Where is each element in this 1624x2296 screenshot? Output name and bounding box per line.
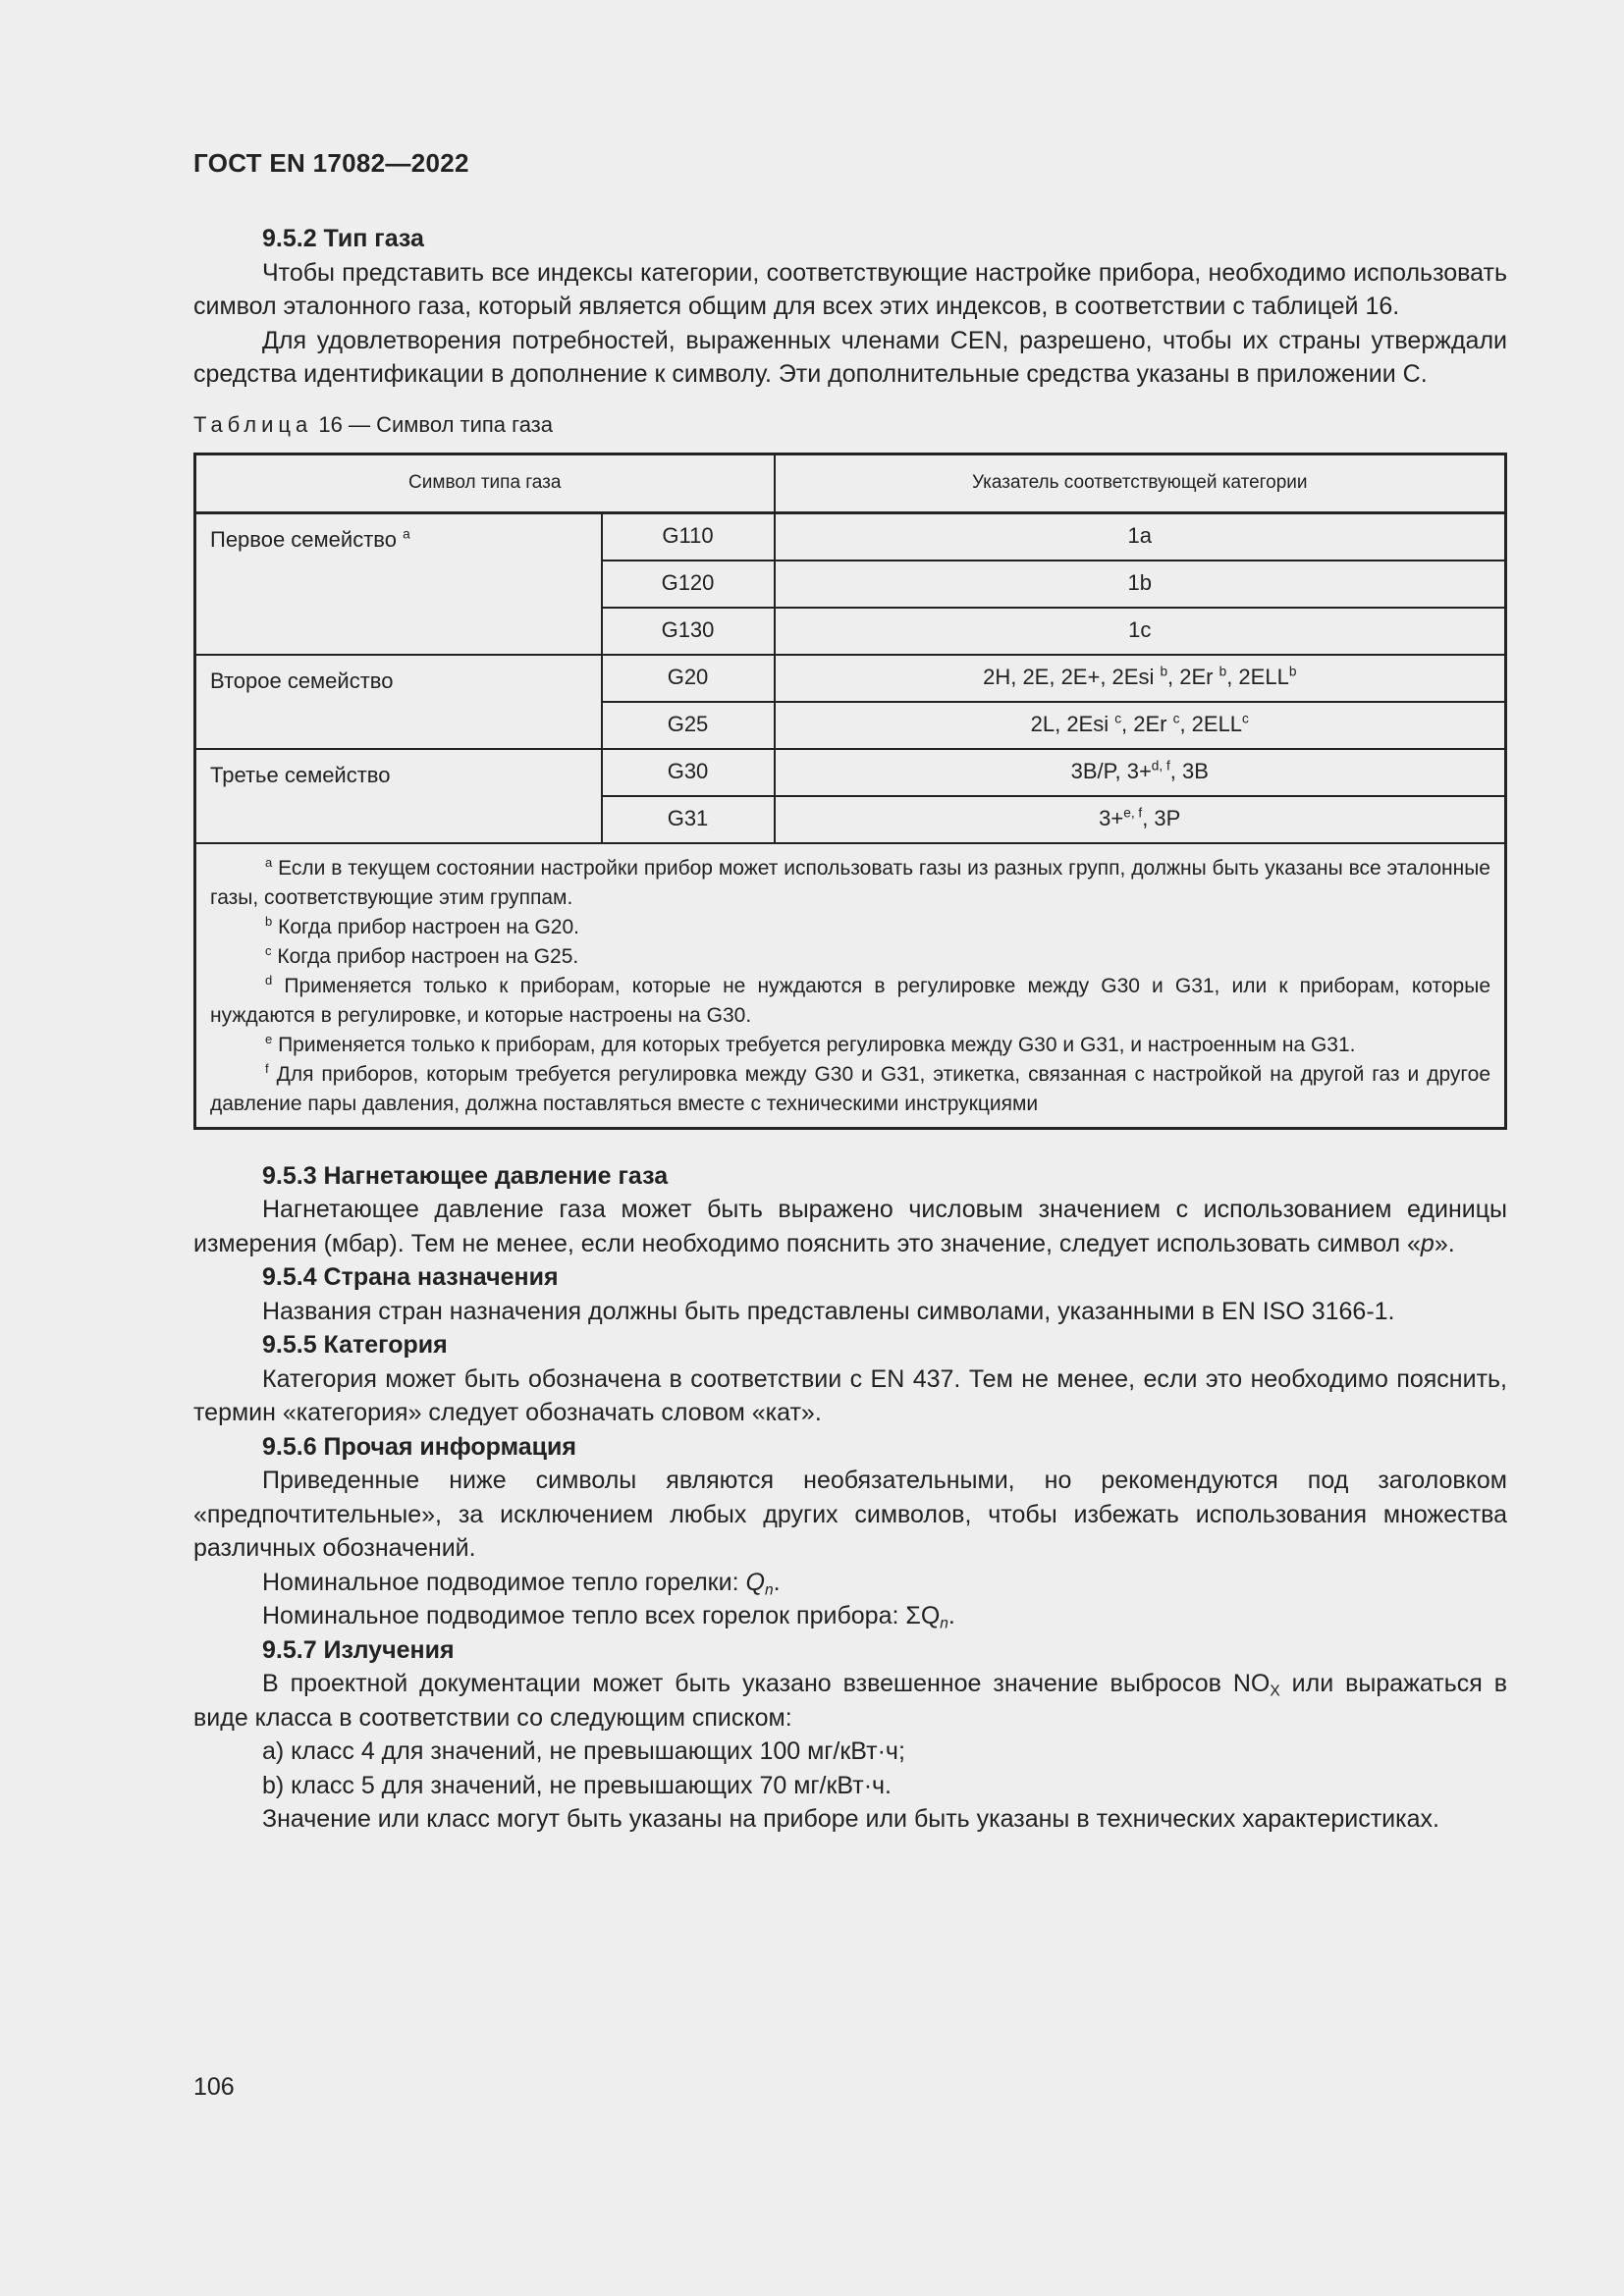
gas-symbol: G25 (602, 702, 775, 749)
category-indicator: 2L, 2Esi $^c$, 2Er $^c$, 2ELL$^c$ (775, 702, 1506, 749)
gas-symbol: G120 (602, 561, 775, 608)
section-heading-9-5-4: 9.5.4 Страна назначения (262, 1263, 559, 1291)
section-heading-9-5-2: 9.5.2 Тип газа (262, 225, 424, 252)
gas-symbol: G130 (602, 608, 775, 655)
paragraph: В проектной документации может быть указано взвешенное значение выбросов $NO_X$ или выражаться в виде класса в соответствии со следующим списком: (193, 1670, 1507, 1732)
gas-symbol: G31 (602, 796, 775, 843)
footnote: $^d$ Применяется только к приборам, которые не нуждаются в регулировке между G30 и G31, или к приборам, которые нуждаются в регулировке, и которые настроены на G30. (210, 972, 1490, 1027)
category-indicator: 2H, 2E, 2E+, 2Esi $^b$, 2Er $^b$, 2ELL$^b$ (775, 655, 1506, 702)
category-indicator: 3B/P, 3+$^{d, f}$, 3B (775, 749, 1506, 796)
header-symbol: Символ типа газа (195, 454, 775, 512)
gas-type-table (193, 453, 1507, 1130)
document-header-title: ГОСТ EN 17082—2022 (193, 148, 469, 178)
footnote: $^f$ Для приборов, которым требуется регулировка между G30 и G31, этикетка, связанная с настройкой на другой газ и другое давление пары давления, должна поставляться вместе с техническими инструкциями (210, 1060, 1490, 1115)
family-first: Первое семейство $^a$ (195, 512, 602, 655)
paragraph: Названия стран назначения должны быть представлены символами, указанными в EN ISO 3166-1. (262, 1297, 1395, 1325)
category-indicator: 1b (775, 561, 1506, 608)
footnote: $^a$ Если в текущем состоянии настройки прибор может использовать газы из разных групп, должны быть указаны все эталонные газы, соответствующие этим группам. (210, 854, 1490, 909)
category-indicator: 1a (775, 512, 1506, 561)
table-caption-text: 16 — Символ типа газа (318, 411, 554, 437)
footnote: $^c$ Когда прибор настроен на G25. (265, 942, 579, 968)
table-row (195, 655, 1506, 702)
header-indicator: Указатель соответствующей категории (775, 454, 1506, 512)
gas-symbol: G110 (602, 512, 775, 561)
gas-symbol: G20 (602, 655, 775, 702)
footnote: $^e$ Применяется только к приборам, для которых требуется регулировка между G30 и G31, и настроенным на G31. (265, 1031, 1356, 1056)
family-second: Второе семейство (195, 655, 602, 749)
paragraph: Значение или класс могут быть указаны на приборе или быть указаны в технических характеристиках. (262, 1805, 1439, 1833)
table-caption (193, 411, 1507, 439)
paragraph: Чтобы представить все индексы категории, соответствующие настройке прибора, необходимо использовать символ эталонного газа, который является общим для всех этих индексов, в соответствии с таблицей 16. (193, 258, 1507, 320)
paragraph: Нагнетающее давление газа может быть выражено числовым значением с использованием единицы измерения (мбар). Тем не менее, если необходимо пояснить это значение, следует использовать символ «p». (193, 1196, 1507, 1257)
section-heading-9-5-7: 9.5.7 Излучения (262, 1635, 455, 1664)
paragraph: Для удовлетворения потребностей, выраженных членами CEN, разрешено, чтобы их страны утверждали средства идентификации в дополнение к символу. Эти дополнительные средства указаны в приложении С. (193, 326, 1507, 388)
footnote: $^b$ Когда прибор настроен на G20. (265, 913, 579, 938)
section-heading-9-5-5: 9.5.5 Категория (262, 1331, 448, 1359)
section-heading-9-5-6: 9.5.6 Прочая информация (262, 1432, 577, 1461)
paragraph: Приведенные ниже символы являются необязательными, но рекомендуются под заголовком «предпочтительные», за исключением любых других символов, чтобы избежать использования множества различных обозначений. (193, 1467, 1507, 1562)
page-number: 106 (193, 2073, 235, 2101)
table-notes-row (195, 843, 1506, 1129)
table-header-row (195, 454, 1506, 512)
category-indicator: 3+$^{e, f}$, 3P (775, 796, 1506, 843)
category-indicator: 1c (775, 608, 1506, 655)
gas-symbol: G30 (602, 749, 775, 796)
paragraph: Номинальное подводимое тепло горелки: $Q_n$. (262, 1568, 781, 1599)
list-item: b) класс 5 для значений, не превышающих 70 мг/кВт·ч. (262, 1771, 892, 1799)
table-row (195, 512, 1506, 561)
family-third: Третье семейство (195, 749, 602, 843)
table-footnotes (195, 843, 1506, 1129)
table-row (195, 749, 1506, 796)
list-item: a) класс 4 для значений, не превышающих 100 мг/кВт·ч; (262, 1737, 905, 1765)
paragraph: Категория может быть обозначена в соответствии с EN 437. Тем не менее, если это необходимо пояснить, термин «категория» следует обозначать словом «кат». (193, 1364, 1507, 1426)
sections-after-table (193, 1159, 1507, 1837)
paragraph: Номинальное подводимое тепло всех горелок прибора: $\Sigma Q_n$. (262, 1602, 955, 1632)
document-body (193, 222, 1507, 1837)
table-caption-label: Таблица (193, 411, 313, 437)
section-heading-9-5-3: 9.5.3 Нагнетающее давление газа (262, 1161, 669, 1190)
